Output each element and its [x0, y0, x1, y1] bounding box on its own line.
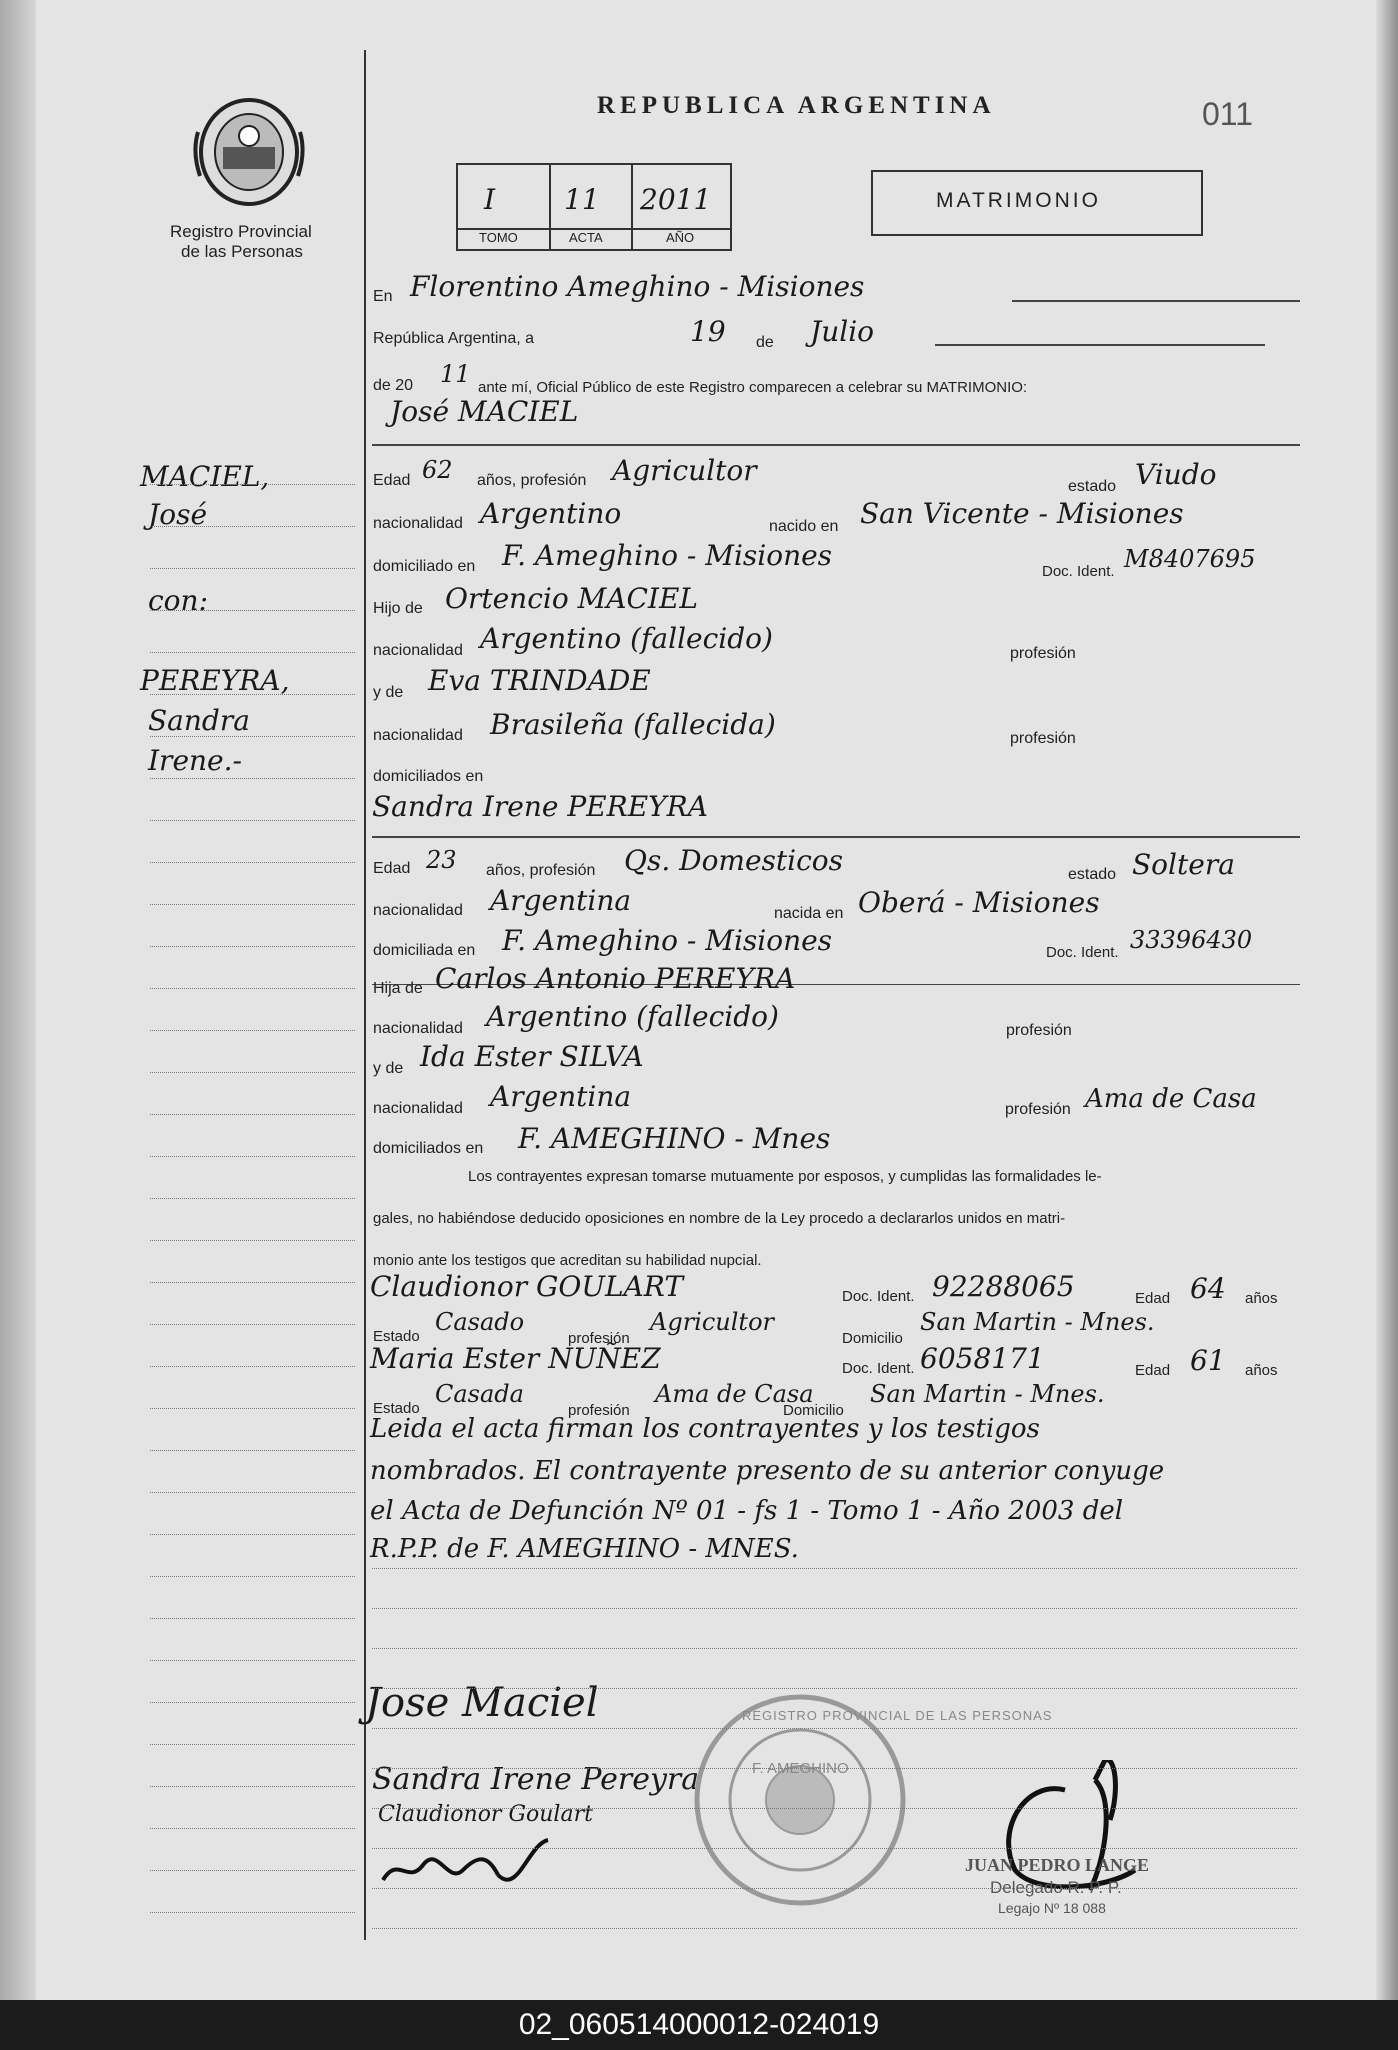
witness1-doc: 92288065	[932, 1270, 1075, 1303]
body-rule	[372, 1768, 1297, 1770]
margin-rule	[150, 1072, 355, 1074]
witness2-anos: años	[1245, 1362, 1278, 1379]
bride-doc-label: Doc. Ident.	[1046, 944, 1119, 961]
margin-divider	[364, 50, 366, 1940]
groom-nacido-label: nacido en	[769, 518, 839, 535]
witness1-estado: Casado	[435, 1308, 525, 1336]
note-line: R.P.P. de F. AMEGHINO - MNES.	[370, 1534, 799, 1564]
body-rule	[372, 1608, 1297, 1610]
bride-anos-label: años, profesión	[486, 862, 596, 879]
witness1-dom-label: Domicilio	[842, 1330, 903, 1347]
bride-nac-label: nacionalidad	[373, 902, 463, 919]
book-spine	[0, 0, 36, 2000]
margin-rule	[150, 1030, 355, 1032]
groom-padre-prof-label: profesión	[1010, 645, 1076, 662]
witness2-signature-icon	[378, 1835, 558, 1905]
body-rule	[372, 1648, 1297, 1650]
bride-doc: 33396430	[1130, 926, 1253, 954]
bride-madre-nac: Argentina	[490, 1080, 632, 1113]
margin-groom-name: José	[148, 498, 208, 531]
bride-nacida-en: Oberá - Misiones	[858, 886, 1100, 919]
acta-label: ACTA	[569, 230, 603, 245]
bride-padre: Carlos Antonio PEREYRA	[435, 962, 796, 995]
margin-rule	[150, 778, 355, 780]
bride-domiciliados: F. AMEGHINO - Mnes	[518, 1122, 831, 1155]
official-legajo: Legajo Nº 18 088	[998, 1900, 1106, 1916]
margin-rule	[150, 1618, 355, 1620]
bride-madre-nac-label: nacionalidad	[373, 1100, 463, 1117]
registry-name-line2: de las Personas	[181, 242, 303, 261]
official-name: JUAN PEDRO LANGE	[965, 1855, 1150, 1875]
groom-madre: Eva TRINDADE	[428, 664, 651, 697]
groom-domicilio: F. Ameghino - Misiones	[502, 539, 833, 572]
groom-profesion: Agricultor	[612, 454, 757, 487]
groom-padre-nac-label: nacionalidad	[373, 642, 463, 659]
anio-value: 2011	[640, 183, 712, 216]
witness2-edad-label: Edad	[1135, 1362, 1171, 1379]
official-role: Delegado R. P. P.	[990, 1878, 1122, 1897]
stamp-ring-text: REGISTRO PROVINCIAL DE LAS PERSONAS	[742, 1708, 1053, 1723]
margin-rule	[150, 1870, 355, 1872]
groom-dom-label: domiciliado en	[373, 558, 476, 575]
margin-rule	[150, 484, 355, 486]
margin-rule	[150, 1450, 355, 1452]
margin-rule	[150, 1702, 355, 1704]
groom-yde-label: y de	[373, 684, 404, 701]
margin-con: con:	[148, 584, 209, 617]
groom-madre-prof-label: profesión	[1010, 730, 1076, 747]
margin-rule	[150, 1534, 355, 1536]
note-line: Leida el acta firman los contrayentes y los testigos	[370, 1414, 1040, 1444]
page-edge	[1376, 0, 1398, 2000]
groom-anos-label: años, profesión	[477, 472, 587, 489]
bride-padre-nac-label: nacionalidad	[373, 1020, 463, 1037]
fill-line	[935, 344, 1265, 347]
groom-estado: Viudo	[1135, 458, 1217, 491]
bride-signature: Sandra Irene Pereyra	[372, 1762, 700, 1797]
day-value: 19	[690, 315, 726, 348]
bride-madre-prof: Ama de Casa	[1085, 1084, 1257, 1114]
witness1-estado-label: Estado	[373, 1328, 420, 1345]
bride-padre-prof-label: profesión	[1006, 1022, 1072, 1039]
margin-rule	[150, 1156, 355, 1158]
registry-stamp-icon	[690, 1690, 910, 1910]
bride-edad: 23	[426, 846, 457, 874]
margin-bride-surname: PEREYRA,	[140, 664, 290, 697]
year-suffix: 11	[440, 360, 471, 388]
declaration-line2: gales, no habiéndose deducido oposiciones en nombre de la Ley procedo a declararlos unidos en matri-	[373, 1210, 1066, 1227]
anio-label: AÑO	[666, 230, 695, 245]
body-rule	[372, 1728, 1297, 1730]
margin-rule	[150, 1240, 355, 1242]
fill-line	[1012, 300, 1300, 303]
groom-doc-label: Doc. Ident.	[1042, 563, 1115, 580]
declaration-line1: Los contrayentes expresan tomarse mutuamente por esposos, y cumplidas las formalidades le-	[468, 1168, 1102, 1185]
witness2-profesion: Ama de Casa	[655, 1380, 814, 1408]
bride-madre-prof-label: profesión	[1005, 1101, 1071, 1118]
witness2-dom-label: Domicilio	[783, 1402, 844, 1419]
witness1-edad: 64	[1190, 1272, 1226, 1305]
groom-estado-label: estado	[1068, 478, 1117, 495]
groom-padre-nac: Argentino (fallecido)	[480, 622, 773, 655]
margin-rule	[150, 736, 355, 738]
place-value: Florentino Ameghino - Misiones	[410, 270, 865, 303]
witness1-name: Claudionor GOULART	[370, 1270, 684, 1303]
margin-rule	[150, 1786, 355, 1788]
margin-bride-name2: Irene.-	[148, 744, 242, 777]
groom-nacionalidad: Argentino	[480, 497, 622, 530]
margin-rule	[150, 904, 355, 906]
margin-rule	[150, 946, 355, 948]
witness2-estado-label: Estado	[373, 1400, 420, 1417]
margin-rule	[150, 1408, 355, 1410]
month-value: Julio	[810, 315, 875, 348]
declaration-line3: monio ante los testigos que acreditan su habilidad nupcial.	[373, 1252, 762, 1269]
republica-label: República Argentina, a	[373, 330, 534, 347]
bride-estado: Soltera	[1132, 848, 1235, 881]
groom-madre-nac-label: nacionalidad	[373, 727, 463, 744]
margin-rule	[150, 1744, 355, 1746]
margin-groom-surname: MACIEL,	[140, 460, 270, 493]
country-title: REPUBLICA ARGENTINA	[597, 92, 996, 119]
margin-rule	[150, 1492, 355, 1494]
provincial-seal-icon	[188, 92, 310, 210]
body-rule	[372, 1688, 1297, 1690]
note-line: nombrados. El contrayente presento de su anterior conyuge	[370, 1456, 1165, 1486]
section-divider	[372, 444, 1300, 446]
groom-edad-label: Edad	[373, 472, 411, 489]
groom-signature: Jose Maciel	[365, 1680, 599, 1726]
bride-hija-label: Hija de	[373, 980, 423, 997]
record-divider	[631, 163, 633, 249]
bride-padre-nac: Argentino (fallecido)	[486, 1000, 779, 1033]
margin-rule	[150, 1114, 355, 1116]
witness2-edad: 61	[1190, 1344, 1226, 1377]
bride-dom-label: domiciliada en	[373, 942, 476, 959]
scan-footer-id: 02_060514000012-024019	[0, 2000, 1398, 2050]
witness1-signature: Claudionor Goulart	[378, 1802, 593, 1827]
tomo-value: I	[484, 183, 496, 216]
margin-rule	[150, 694, 355, 696]
registry-name-line1: Registro Provincial	[170, 222, 312, 241]
groom-full-name: José MACIEL	[390, 395, 579, 428]
margin-rule	[150, 652, 355, 654]
margin-rule	[150, 820, 355, 822]
margin-rule	[150, 1282, 355, 1284]
witness2-domicilio: San Martin - Mnes.	[870, 1380, 1105, 1408]
margin-bride-name1: Sandra	[148, 704, 250, 737]
bride-domicilio: F. Ameghino - Misiones	[502, 924, 833, 957]
tomo-label: TOMO	[479, 230, 518, 245]
record-type: MATRIMONIO	[936, 189, 1101, 212]
margin-rule	[150, 1198, 355, 1200]
groom-padre: Ortencio MACIEL	[445, 582, 698, 615]
margin-rule	[150, 568, 355, 570]
bride-estado-label: estado	[1068, 866, 1117, 883]
groom-madre-nac: Brasileña (fallecida)	[490, 708, 776, 741]
witness1-domicilio: San Martin - Mnes.	[920, 1308, 1155, 1336]
margin-rule	[150, 1576, 355, 1578]
groom-domiciliados-label: domiciliados en	[373, 768, 484, 785]
acta-value: 11	[564, 183, 600, 216]
margin-rule	[150, 1912, 355, 1914]
witness1-doc-label: Doc. Ident.	[842, 1288, 915, 1305]
body-rule	[372, 1568, 1297, 1570]
witness1-prof-label: profesión	[568, 1330, 630, 1347]
bride-domiciliados-label: domiciliados en	[373, 1140, 484, 1157]
margin-rule	[150, 1828, 355, 1830]
page-number: 011	[1202, 96, 1254, 132]
stamp-inner-text: F. AMEGHINO	[752, 1760, 849, 1777]
margin-rule	[150, 526, 355, 528]
bride-edad-label: Edad	[373, 860, 411, 877]
groom-doc: M8407695	[1124, 545, 1256, 573]
witness2-doc-label: Doc. Ident.	[842, 1360, 915, 1377]
record-divider	[549, 163, 551, 249]
intro-text: ante mí, Oficial Público de este Registro comparecen a celebrar su MATRIMONIO:	[478, 379, 1028, 396]
body-rule	[372, 1928, 1297, 1930]
bride-nacionalidad: Argentina	[490, 884, 632, 917]
de20-label: de 20	[373, 377, 414, 394]
note-line: el Acta de Defunción Nº 01 - fs 1 - Tomo 1 - Año 2003 del	[370, 1496, 1124, 1526]
witness2-doc: 6058171	[920, 1342, 1045, 1375]
groom-nac-label: nacionalidad	[373, 515, 463, 532]
groom-nacido-en: San Vicente - Misiones	[860, 497, 1184, 530]
en-label: En	[373, 288, 393, 305]
bride-full-name: Sandra Irene PEREYRA	[372, 790, 708, 823]
bride-yde-label: y de	[373, 1060, 404, 1077]
witness1-profesion: Agricultor	[650, 1308, 774, 1336]
margin-rule	[150, 988, 355, 990]
de-label: de	[756, 334, 774, 351]
witness1-anos: años	[1245, 1290, 1278, 1307]
margin-rule	[150, 1366, 355, 1368]
body-rule	[372, 1888, 1297, 1890]
witness2-estado: Casada	[435, 1380, 524, 1408]
section-divider	[372, 836, 1300, 838]
bride-profesion: Qs. Domesticos	[624, 844, 844, 877]
witness1-edad-label: Edad	[1135, 1290, 1171, 1307]
body-rule	[372, 1848, 1297, 1850]
groom-edad: 62	[422, 456, 453, 484]
groom-hijo-label: Hijo de	[373, 600, 423, 617]
margin-rule	[150, 1324, 355, 1326]
margin-rule	[150, 862, 355, 864]
bride-madre: Ida Ester SILVA	[420, 1040, 644, 1073]
witness2-name: Maria Ester NUÑEZ	[370, 1342, 661, 1375]
bride-nacida-label: nacida en	[774, 905, 844, 922]
witness2-prof-label: profesión	[568, 1402, 630, 1419]
body-rule	[372, 1808, 1297, 1810]
margin-rule	[150, 610, 355, 612]
margin-rule	[150, 1660, 355, 1662]
